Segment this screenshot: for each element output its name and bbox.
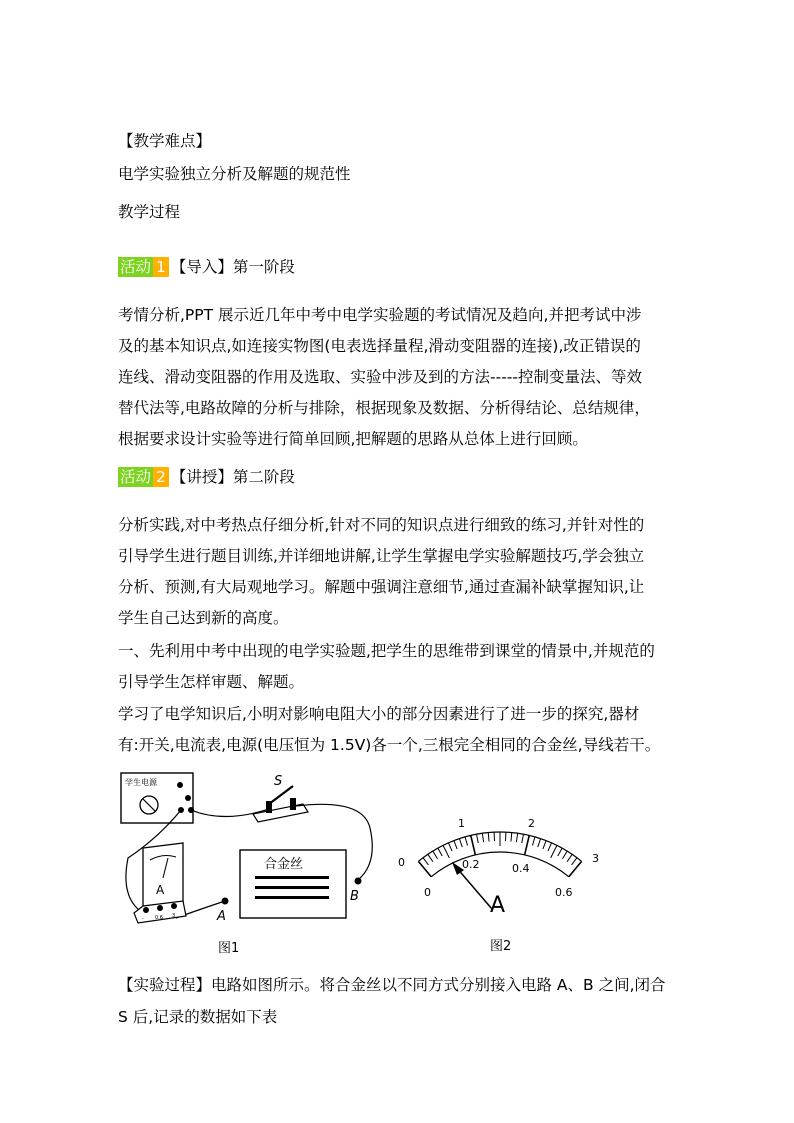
dial-tick — [433, 851, 438, 859]
paragraph-line: 引导学生进行题目训练,并详细地讲解,让学生掌握电学实验解题技巧,学会独立 — [118, 547, 645, 565]
dial-arc — [431, 852, 569, 877]
outer-tick-label: 2 — [528, 817, 535, 830]
dial-tick — [516, 833, 517, 842]
paragraph-line: 连线、滑动变阻器的作用及选取、实验中涉及到的方法-----控制变量法、等效 — [118, 368, 642, 386]
dial-tick — [454, 841, 457, 849]
difficulty-text: 电学实验独立分析及解题的规范性 — [118, 165, 351, 183]
outer-tick-label: 0 — [398, 856, 405, 869]
dial-tick — [471, 835, 476, 854]
inner-tick-label: 0.2 — [462, 858, 480, 871]
ammeter-label: A — [156, 883, 165, 897]
paragraph-line: 分析实践,对中考热点仔细分析,针对不同的知识点进行细致的练习,并针对性的 — [118, 516, 645, 534]
dial-tick — [511, 833, 512, 842]
dial-tick — [522, 834, 524, 843]
figure1-caption: 图1 — [218, 941, 240, 956]
paragraph-line: 及的基本知识点,如连接实物图(电表选择量程,滑动变阻器的连接),改正错误的 — [118, 337, 641, 355]
point-b-label: B — [350, 889, 359, 904]
circuit-figure — [118, 768, 378, 960]
activity-number: 2 — [153, 467, 169, 487]
activity-title: 【导入】第一阶段 — [170, 258, 295, 276]
point-b-dot — [355, 878, 362, 885]
dial-tick — [567, 854, 572, 861]
paragraph-line: 一、先利用中考中出现的电学实验题,把学生的思维带到课堂的情景中,并规范的 — [118, 642, 655, 660]
activity-tag: 活动 — [120, 258, 152, 276]
outer-tick-label: 1 — [458, 817, 465, 830]
paragraph-line: S 后,记录的数据如下表 — [118, 1008, 278, 1026]
dial-tick — [428, 854, 433, 861]
dial-tick — [443, 845, 449, 858]
difficulty-heading: 【教学难点】 — [118, 132, 212, 150]
dial-tick — [569, 861, 582, 876]
switch-post — [290, 798, 296, 810]
paragraph-line: 学生自己达到新的高度。 — [118, 609, 289, 627]
dial-tick — [465, 837, 467, 846]
alloy-wire — [255, 896, 329, 899]
switch-base — [253, 804, 308, 822]
activity-title: 【讲授】第二阶段 — [170, 468, 295, 486]
alloy-wire — [255, 876, 329, 879]
paragraph-line: 有:开关,电流表,电源(电压恒为 1.5V)各一个,三根完全相同的合金丝,导线若干。 — [118, 736, 661, 754]
process-title: 教学过程 — [118, 203, 181, 221]
paragraph-line: 学习了电学知识后,小明对影响电阻大小的部分因素进行了进一步的探究,器材 — [118, 705, 640, 723]
dial-tick — [551, 845, 557, 858]
outer-tick-label: 3 — [592, 852, 599, 865]
ammeter-terminal-label: 0.6 — [155, 915, 163, 921]
dial-tick — [558, 848, 562, 856]
activity-tag: 活动 — [120, 468, 152, 486]
paragraph-line: 根据要求设计实验等进行简单回顾,把解题的思路从总体上进行回顾。 — [118, 430, 588, 448]
dial-unit-label: A — [490, 893, 506, 918]
activity-1-heading — [118, 256, 295, 278]
inner-tick-label: 0.4 — [512, 862, 530, 875]
dial-tick — [572, 858, 577, 865]
dial-tick — [562, 851, 567, 859]
alloy-wire — [255, 886, 329, 889]
dial-tick — [548, 843, 552, 851]
dial-tick — [488, 833, 489, 842]
inner-tick-label: 0.6 — [555, 886, 573, 899]
ammeter-terminal-label: 3 — [172, 913, 176, 919]
ammeter-dial-figure — [390, 810, 610, 960]
dial-tick — [525, 835, 530, 854]
paragraph-line: 考情分析,PPT 展示近几年中考中电学实验题的考试情况及趋向,并把考试中涉 — [118, 306, 642, 324]
dial-scale — [418, 832, 581, 877]
dial-tick — [543, 841, 546, 849]
dial-pointer — [456, 867, 492, 909]
alloy-label: 合金丝 — [264, 857, 304, 872]
activity-2-heading — [118, 466, 295, 488]
dial-tick — [482, 833, 483, 842]
dial-tick — [418, 861, 431, 876]
paragraph-line: 引导学生怎样审题、解题。 — [118, 673, 305, 691]
dial-tick — [532, 837, 534, 846]
power-label: 学生电源 — [125, 778, 157, 787]
dial-tick — [423, 858, 428, 865]
dial-tick — [438, 848, 442, 856]
ammeter-terminal-label: - — [142, 916, 144, 922]
paragraph-line: 替代法等,电路故障的分析与排除，根据现象及数据、分析得结论、总结规律， — [118, 399, 650, 417]
point-a-dot — [222, 898, 229, 905]
figure2-caption: 图2 — [490, 939, 512, 954]
dial-tick — [477, 834, 479, 843]
dial-tick — [459, 839, 462, 848]
paragraph-line: 【实验过程】电路如图所示。将合金丝以不同方式分别接入电路 A、B 之间,闭合 — [118, 976, 666, 994]
paragraph-line: 分析、预测,有大局观地学习。解题中强调注意细节,通过查漏补缺掌握知识,让 — [118, 578, 645, 596]
dial-tick — [538, 839, 541, 848]
switch-label: S — [274, 774, 283, 789]
activity-number: 1 — [153, 257, 169, 277]
inner-tick-label: 0 — [424, 886, 431, 899]
point-a-label: A — [217, 909, 226, 924]
dial-tick — [448, 843, 452, 851]
